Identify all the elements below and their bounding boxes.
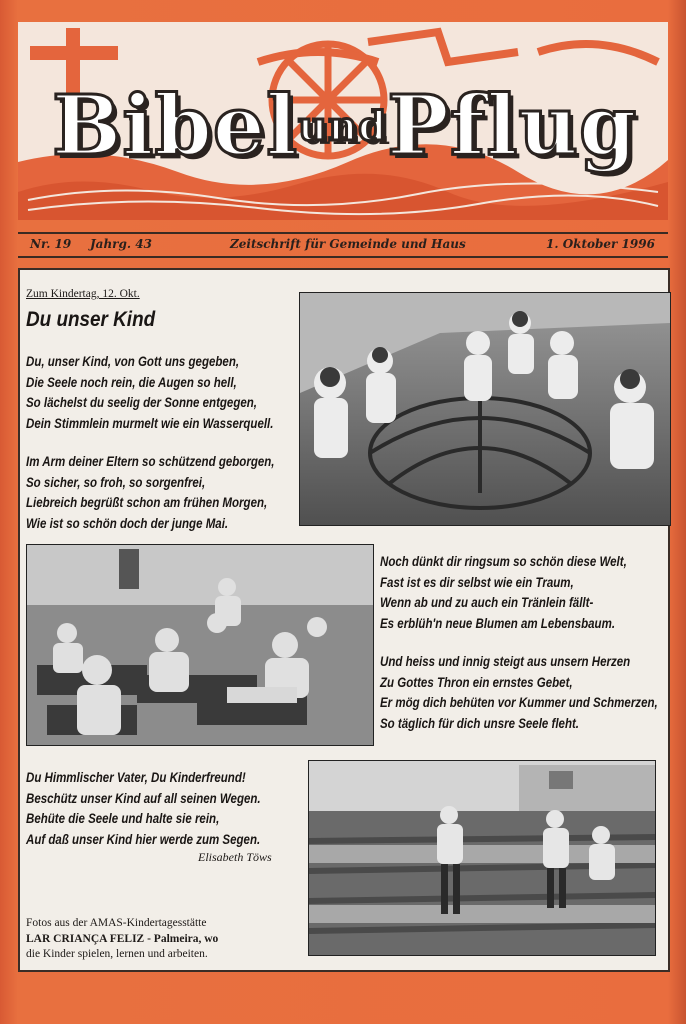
article-panel: [18, 268, 670, 972]
poem-line: Noch dünkt dir ringsum so schön diese Welt,: [380, 554, 627, 569]
poem-line: Die Seele noch rein, die Augen so hell,: [26, 374, 237, 390]
issue-year: Jahrg. 43: [90, 237, 152, 251]
poem-line: Im Arm deiner Eltern so schützend geborgen,: [26, 454, 275, 469]
poem-line: Er mög dich behüten vor Kummer und Schmerzen,: [380, 695, 658, 711]
poem-line: So lächelst du seelig der Sonne entgegen,: [26, 395, 258, 411]
caption-line: Fotos aus der AMAS-Kindertagesstätte: [26, 917, 207, 929]
poem-line: Liebreich begrüßt schon am frühen Morgen,: [26, 495, 268, 511]
photo-playground: [299, 292, 671, 526]
poem-line: Zu Gottes Thron ein ernstes Gebet,: [380, 674, 573, 690]
poem-line: Wie ist so schön doch der junge Mai.: [26, 515, 229, 531]
issue-info-bar: [18, 232, 668, 258]
stanza-1: [26, 352, 273, 434]
poem-line: Wenn ab und zu auch ein Tränlein fällt-: [380, 595, 594, 611]
issue-date: 1. Oktober 1996: [546, 237, 655, 251]
masthead-title: BibelundPflug: [52, 78, 638, 174]
issue-subtitle: Zeitschrift für Gemeinde und Haus: [230, 237, 466, 251]
poem-line: Beschütz unser Kind auf all seinen Wegen.: [26, 790, 261, 806]
poem-author: Elisabeth Töws: [198, 850, 272, 864]
stanza-4: [380, 652, 658, 734]
caption-line: die Kinder spielen, lernen und arbeiten.: [26, 948, 208, 960]
photo-classroom: [26, 544, 374, 746]
stanza-3: [380, 552, 627, 634]
poem-line: Fast ist es dir selbst wie ein Traum,: [380, 574, 574, 590]
poem-title: Du unser Kind: [26, 308, 156, 331]
poem-line: So täglich für dich unsre Seele fleht.: [380, 715, 580, 731]
poem-line: Es erblüh'n neue Blumen am Lebensbaum.: [380, 615, 616, 631]
issue-number: Nr. 19: [30, 237, 72, 251]
section-label: Zum Kindertag, 12. Okt.: [26, 288, 140, 300]
poem-line: Auf daß unser Kind hier werde zum Segen.: [26, 831, 261, 847]
stanza-2: [26, 452, 274, 534]
poem-line: Du Himmlischer Vater, Du Kinderfreund!: [26, 770, 246, 785]
photo-caption: [26, 916, 218, 963]
poem-line: Du, unser Kind, von Gott uns gegeben,: [26, 354, 240, 369]
poem-line: So sicher, so froh, so sorgenfrei,: [26, 474, 206, 490]
masthead: [18, 22, 668, 220]
caption-line: LAR CRIANÇA FELIZ - Palmeira, wo: [26, 932, 219, 945]
poem-line: Dein Stimmlein murmelt wie ein Wasserquell.: [26, 415, 274, 431]
photo-garden: [308, 760, 656, 956]
stanza-5: [26, 768, 261, 850]
poem-line: Behüte die Seele und halte sie rein,: [26, 811, 220, 827]
poem-line: Und heiss und innig steigt aus unsern Herzen: [380, 654, 631, 669]
